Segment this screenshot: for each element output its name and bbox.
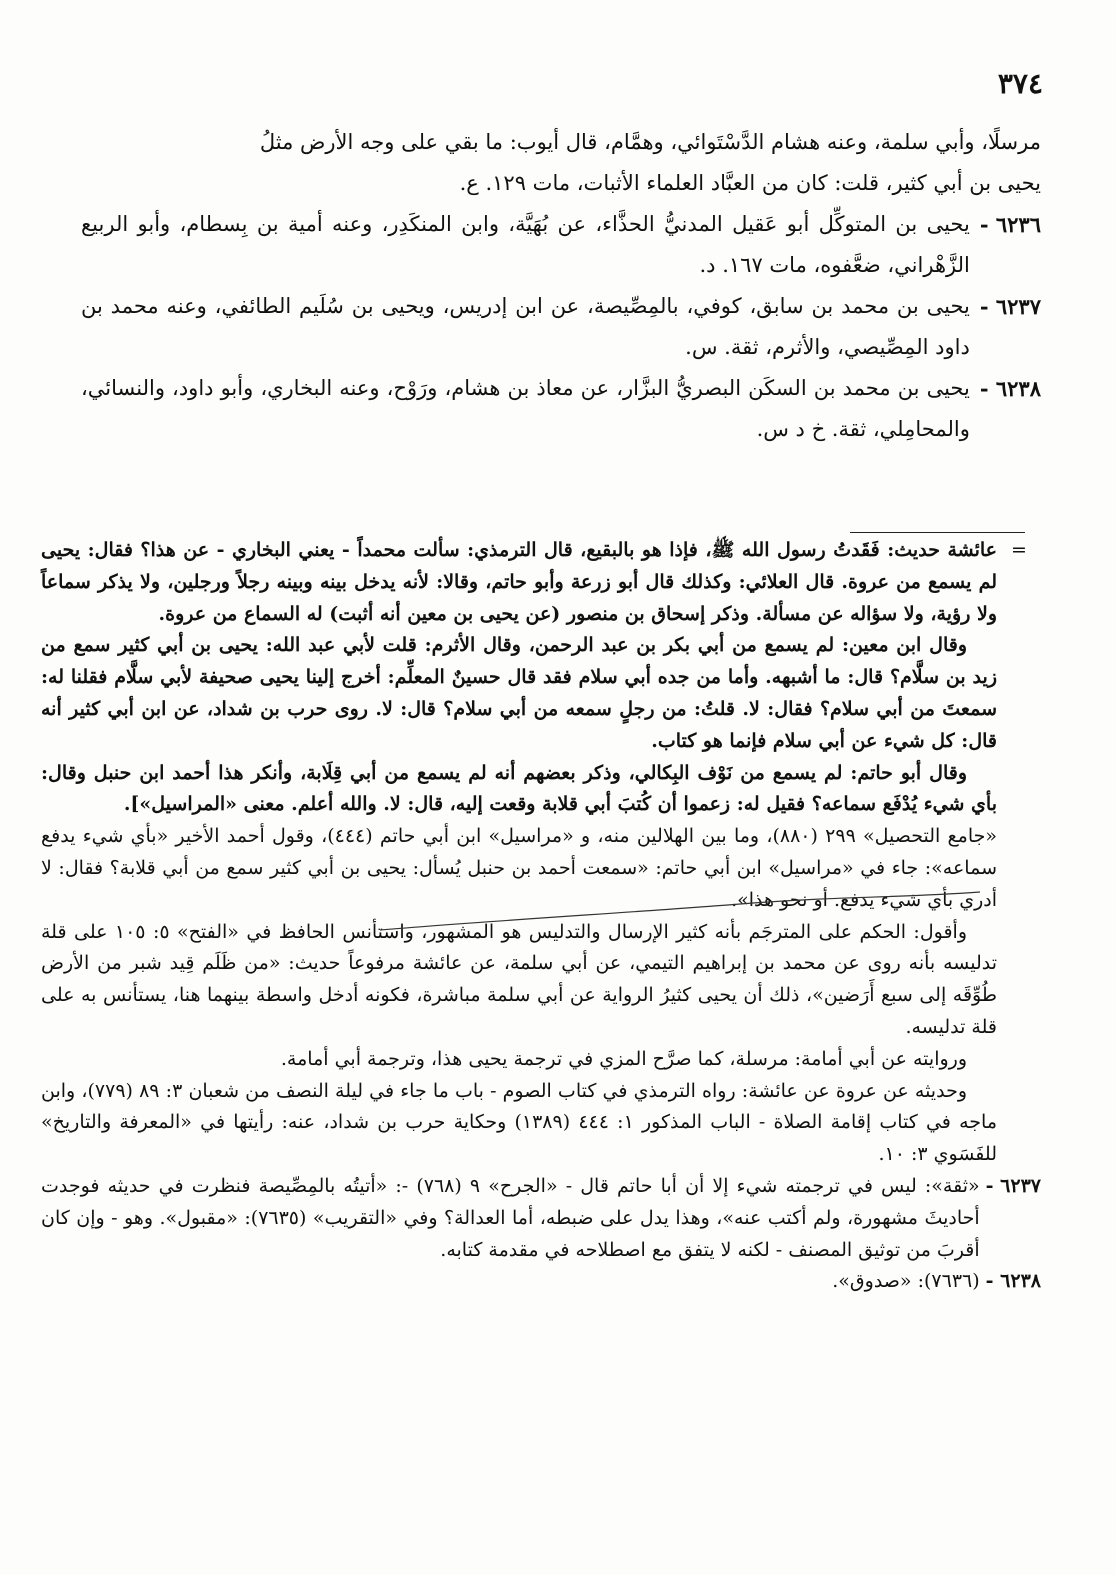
footnote-continuation <box>41 535 1041 1171</box>
footnote-paragraph: «جامع التحصيل» ٢٩٩ (٨٨٠)، وما بين الهلالين منه، و «مراسيل» ابن أبي حاتم (٤٤٤)، وقول أحمد الأخير «بأي شيء يدفع سماعه»: جاء في «مراسيل» ابن أبي حاتم: «سمعت أحمد بن حنبل يُسأل: يحيى بن أبي كثير سمع من أبي قلابة؟ فقال: لا أدري بأي شيء يدفع. أو نحو هذا». <box>41 825 997 911</box>
footnote-number: ٦٢٣٧ - <box>985 1174 1041 1197</box>
footnotes <box>41 535 1041 1298</box>
footnote-paragraph: وحديثه عن عروة عن عائشة: رواه الترمذي في كتاب الصوم - باب ما جاء في ليلة النصف من شعبان ٣: ٨٩ (٧٧٩)، وابن ماجه في كتاب إقامة الصلاة - الباب المذكور ١: ٤٤٤ (١٣٨٩) وحكاية حرب بن شداد، عنه: رأيتها في «المعرفة والتاريخ» للفَسَوي ٣: ١٠. <box>41 1079 997 1166</box>
continuation-marker: = <box>1011 539 1027 561</box>
entry-number: ٦٢٣٧ - <box>979 294 1041 319</box>
entry-text: يحيى بن محمد بن السكَن البصريُّ البزَّار، عن معاذ بن هشام، ورَوْح، وعنه البخاري، وأبو داود، والنسائي، والمحامِلي، ثقة. خ د س. <box>81 376 970 441</box>
footnote-paragraph: وروايته عن أبي أمامة: مرسلة، كما صرَّح المزي في ترجمة يحيى هذا، وترجمة أبي أمامة. <box>280 1047 967 1070</box>
entry-6237 <box>81 286 1041 368</box>
footnote-paragraph: وقال ابن معين: لم يسمع من أبي بكر بن عبد الرحمن، وقال الأثرم: قلت لأبي عبد الله: يحيى بن أبي كثير سمع من زيد بن سلَّام؟ قال: ما أشبهه. وأما من جده أبي سلام فقد قال حسينٌ المعلِّم: أخرج إلينا يحيى صحيفة لأبي سلَّام فقلنا له: سمعتَ من أبي سلام؟ فقال: لا. قلتُ: من رجلٍ سمعه من أبي سلام؟ قال: لا. روى حرب بن شداد، عن ابن أبي كثير أنه قال: كل شيء عن أبي سلام فإنما هو كتاب. <box>41 634 997 752</box>
main-text <box>81 122 1041 450</box>
footnote-text: «ثقة»: ليس في ترجمته شيء إلا أن أبا حاتم قال - «الجرح» ٩ (٧٦٨) -: «أتيتُه بالمِصِّيصة فنظرت في حديثه فوجدت أحاديثَ مشهورة، ولم أكتب عنه»، وهذا يدل على ضبطه، أما العدالة؟ وفي «التقريب» (٧٦٣٥): «مقبول». وهو - وإن كان أقربَ من توثيق المصنف - لكنه لا يتفق مع اصطلاحه في مقدمة كتابه. <box>41 1174 980 1261</box>
page-number: ٣٧٤ <box>997 67 1043 100</box>
entry-6236 <box>81 204 1041 286</box>
footnote-6237 <box>41 1171 1041 1266</box>
continuation-line: يحيى بن أبي كثير، قلت: كان من العبَّاد العلماء الأثبات، مات ١٢٩. ع. <box>459 171 1041 195</box>
footnote-6238 <box>41 1266 1041 1298</box>
entry-text: يحيى بن المتوكِّل أبو عَقيل المدنيُّ الحذَّاء، عن بُهَيَّة، وابن المنكَدِر، وعنه أمية بن بِسطام، وأبو الربيع الزَّهْراني، ضعَّفوه، مات ١٦٧. د. <box>81 212 970 277</box>
entry-number: ٦٢٣٦ - <box>979 212 1041 237</box>
footnote-paragraph: عائشة حديث: فَقَدتُ رسول الله ﷺ، فإذا هو بالبقيع، قال الترمذي: سألت محمداً - يعني البخاري - عن هذا؟ فقال: يحيى لم يسمع من عروة. قال العلائي: وكذلك قال أبو زرعة وأبو حاتم، وقالا: لأنه يدخل بينه وبينه رجلاً ورجلين، ولا يذكر سماعاً ولا رؤية، ولا سؤاله عن مسألة. وذكر إسحاق بن منصور (عن يحيى بن معين أنه أثبت) له السماع من عروة. <box>41 539 997 625</box>
footnote-paragraph: وأقول: الحكم على المترجَم بأنه كثير الإرسال والتدليس هو المشهور، واستأنس الحافظ في «الفتح» ٥: ١٠٥ على قلة تدليسه بأنه روى عن محمد بن إبراهيم التيمي، عن أبي سلمة، عن عائشة مرفوعاً حديث: «من ظَلَم قِيد شبر من الأرض طُوِّقَه إلى سبع أَرَضين»، ذلك أن يحيى كثيرُ الرواية عن أبي سلمة مباشرة، فكونه أدخل واسطة بينهما هنا، يستأنس به على قلة تدليسه. <box>41 920 997 1038</box>
footnote-separator <box>850 532 1025 533</box>
entry-text: يحيى بن محمد بن سابق، كوفي، بالمِصِّيصة، عن ابن إدريس، ويحيى بن سُلَيم الطائفي، وعنه محمد بن داود المِصِّيصي، والأثرم، ثقة. س. <box>81 294 970 359</box>
continuation-line: مرسلًا، وأبي سلمة، وعنه هشام الدَّسْتَوائي، وهمَّام، قال أيوب: ما بقي على وجه الأرض مثلُ <box>259 130 1041 154</box>
footnote-paragraph: وقال أبو حاتم: لم يسمع من نَوْف البِكالي، وذكر بعضهم أنه لم يسمع من أبي قِلَابة، وأنكر هذا أحمد ابن حنبل وقال: بأي شيء يُدْفَع سماعه؟ فقيل له: زعموا أن كُتبَ أبي قلابة وقعت إليه، قال: لا. والله أعلم. معنى «المراسيل»]. <box>41 761 997 816</box>
footnote-number: ٦٢٣٨ - <box>985 1270 1041 1293</box>
entry-6238 <box>81 368 1041 450</box>
entry-number: ٦٢٣٨ - <box>979 376 1041 401</box>
footnote-text: (٧٦٣٦): «صدوق». <box>832 1270 980 1293</box>
